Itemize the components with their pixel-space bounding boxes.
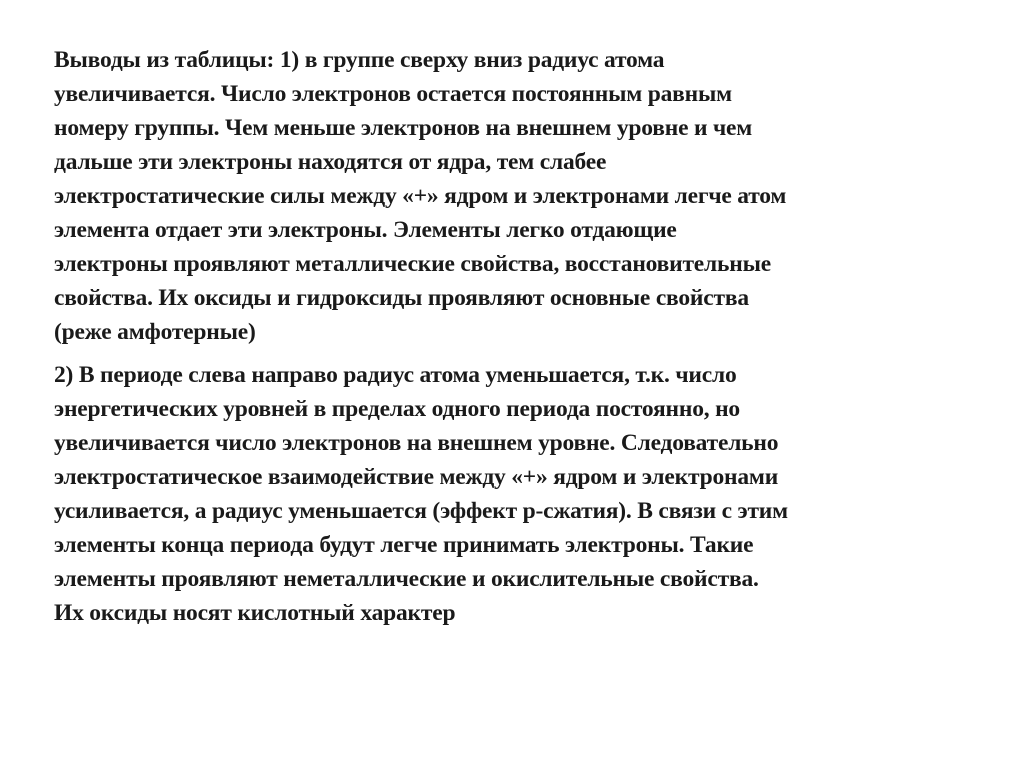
- text-line: электростатическое взаимодействие между «+» ядром и электронами: [54, 464, 779, 490]
- text-line: увеличивается число электронов на внешнем уровне. Следовательно: [54, 430, 779, 456]
- text-line: энергетических уровней в пределах одного периода постоянно, но: [54, 396, 740, 422]
- text-line: (реже амфотерные): [54, 319, 256, 345]
- text-line: номеру группы. Чем меньше электронов на внешнем уровне и чем: [54, 115, 753, 141]
- text-line: электроны проявляют металлические свойства, восстановительные: [54, 251, 771, 277]
- text-line: 2) В периоде слева направо радиус атома уменьшается, т.к. число: [54, 362, 737, 388]
- text-line: элементы проявляют неметаллические и окислительные свойства.: [54, 566, 759, 592]
- text-line: элементы конца периода будут легче принимать электроны. Такие: [54, 532, 754, 558]
- text-line: усиливается, а радиус уменьшается (эффект р-сжатия). В связи с этим: [54, 498, 788, 524]
- text-line: Выводы из таблицы: 1) в группе сверху вниз радиус атома: [54, 47, 665, 73]
- paragraph-spacer: [54, 349, 974, 358]
- paragraph-period-conclusions: [54, 358, 974, 630]
- text-line: дальше эти электроны находятся от ядра, тем слабее: [54, 149, 607, 175]
- text-line: элемента отдает эти электроны. Элементы легко отдающие: [54, 217, 677, 243]
- slide-text-body: [54, 43, 974, 630]
- text-line: электростатические силы между «+» ядром и электронами легче атом: [54, 183, 787, 209]
- paragraph-group-conclusions: [54, 43, 974, 349]
- text-line: Их оксиды носят кислотный характер: [54, 600, 456, 626]
- text-line: свойства. Их оксиды и гидроксиды проявляют основные свойства: [54, 285, 749, 311]
- text-line: увеличивается. Число электронов остается постоянным равным: [54, 81, 732, 107]
